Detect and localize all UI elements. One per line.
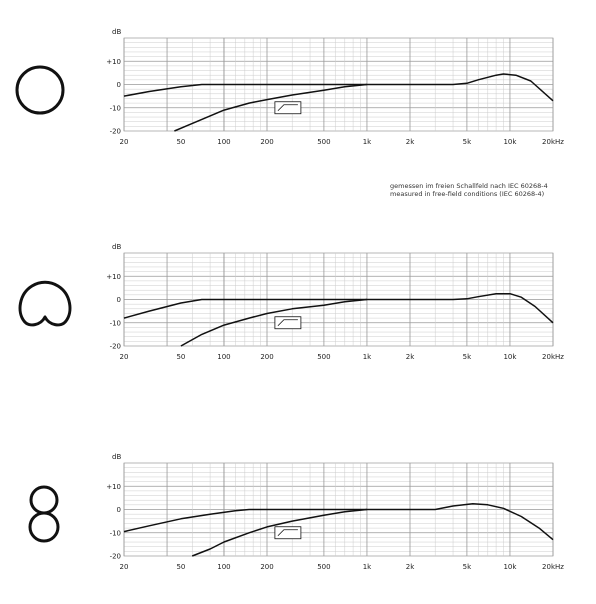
y-tick-label: 0 <box>116 296 121 304</box>
frequency-response-panel-cardioid <box>0 215 596 385</box>
y-tick-label: -20 <box>109 342 121 351</box>
y-tick-label: -10 <box>109 319 121 328</box>
y-tick-label: -10 <box>109 529 121 538</box>
frequency-response-panel-omni <box>0 0 596 170</box>
x-tick-label: 1k <box>362 138 372 146</box>
x-tick-label: 100 <box>217 353 231 361</box>
x-tick-label: 500 <box>317 138 331 146</box>
y-tick-label: -20 <box>109 127 121 136</box>
x-tick-label: 20 <box>119 138 129 146</box>
x-tick-label: 5k <box>462 138 472 146</box>
y-tick-label: 0 <box>116 506 121 514</box>
x-tick-label: 10k <box>503 563 517 571</box>
x-tick-label: 200 <box>260 563 274 571</box>
y-tick-label: -10 <box>109 104 121 113</box>
low-cut-filter-icon <box>275 317 301 329</box>
x-tick-label: 50 <box>176 353 186 361</box>
x-tick-label: 500 <box>317 353 331 361</box>
x-tick-label: 2k <box>405 563 415 571</box>
x-tick-label: 5k <box>462 563 472 571</box>
y-tick-label: +10 <box>106 482 121 491</box>
x-tick-label: 20kHz <box>542 138 564 146</box>
x-tick-label: 100 <box>217 563 231 571</box>
x-tick-label: 100 <box>217 138 231 146</box>
x-tick-label: 200 <box>260 353 274 361</box>
frequency-response-chart-omni <box>0 0 596 170</box>
y-axis-unit-label: dB <box>112 453 122 461</box>
y-tick-label: 0 <box>116 81 121 89</box>
x-tick-label: 20 <box>119 563 129 571</box>
y-tick-label: +10 <box>106 272 121 281</box>
x-tick-label: 1k <box>362 563 372 571</box>
x-tick-label: 2k <box>405 138 415 146</box>
x-tick-label: 10k <box>503 353 517 361</box>
measurement-note <box>390 182 548 198</box>
frequency-response-chart-cardioid <box>0 215 596 385</box>
x-tick-label: 5k <box>462 353 472 361</box>
x-tick-label: 50 <box>176 563 186 571</box>
x-tick-label: 200 <box>260 138 274 146</box>
y-axis-unit-label: dB <box>112 243 122 251</box>
frequency-response-panel-figure8 <box>0 425 596 595</box>
response-curve-main <box>124 294 553 323</box>
x-tick-label: 50 <box>176 138 186 146</box>
frequency-response-chart-figure8 <box>0 425 596 595</box>
x-tick-label: 500 <box>317 563 331 571</box>
measurement-note-english: measured in free-field conditions (IEC 60268-4) <box>390 190 545 198</box>
y-tick-label: +10 <box>106 57 121 66</box>
x-tick-label: 2k <box>405 353 415 361</box>
y-tick-label: -20 <box>109 552 121 561</box>
low-cut-filter-icon <box>275 102 301 114</box>
x-tick-label: 20kHz <box>542 563 564 571</box>
measurement-note-german: gemessen im freien Schallfeld nach IEC 60268-4 <box>390 182 548 190</box>
low-cut-filter-icon <box>275 527 301 539</box>
x-tick-label: 10k <box>503 138 517 146</box>
y-axis-unit-label: dB <box>112 28 122 36</box>
x-tick-label: 20 <box>119 353 129 361</box>
x-tick-label: 1k <box>362 353 372 361</box>
x-tick-label: 20kHz <box>542 353 564 361</box>
